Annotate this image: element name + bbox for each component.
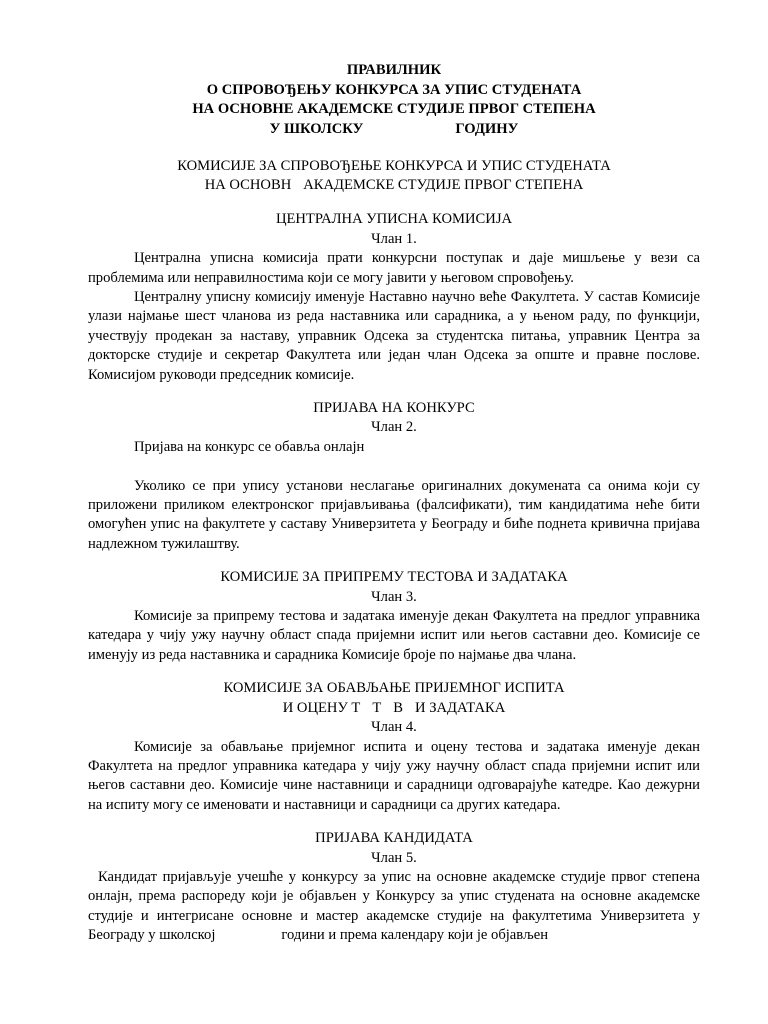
subtitle-line-2-b: АКАДЕМСКЕ СТУДИЈЕ ПРВОГ СТЕПЕНА [303, 177, 584, 194]
article-number: Члан 4. [371, 719, 417, 736]
paragraph: Кандидат пријављује учешће у конкурсу за упис на основне академске студије првог степена онлајн, према распореду који је објављен у Конкурсу за упис студената на основне академске студије и интегрисане основне и мастер академске студије на факултетима Универзитета у Београду у школској години и према календару који је објављен [88, 868, 700, 944]
paragraph: Уколико се при упису установи неслагање оригиналних докумената са онима који су приложени приликом електронског пријављивања (фалсификати), тим кандидатима неће бити омогућен упис на факултете у саставу Универзитета у Београду и биће поднета кривична пријава надлежном тужилаштву. [88, 477, 700, 552]
paragraph: Централну уписну комисију именује Наставно научно веће Факултета. У састав Комисије улази најмање шест чланова из реда наставника или сарадника, а у њеном раду, по функцији, учествују продекан за наставу, управник Одсека за студентска питања, управник Центра за докторске студије и секретар Факултета или један члан Одсека за опште и правне послове. Комисијом руководи председник комисије. [88, 289, 700, 383]
title-line-1: ПРАВИЛНИК [346, 62, 442, 78]
section-title: ЦЕНТРАЛНА УПИСНА КОМИСИЈА [275, 211, 513, 228]
title-line-4-left: У ШКОЛСКУ [269, 120, 364, 137]
paragraph: Централна уписна комисија прати конкурсни поступак и даје мишљење у вези са проблемима или неправилностима који се могу јавити у његовом спровођењу. [88, 250, 700, 286]
subtitle-line-2 [88, 176, 700, 195]
article-number: Члан 1. [371, 230, 417, 247]
article-number: Члан 5. [371, 849, 417, 866]
section-test-commissions [88, 568, 700, 665]
paragraph: Комисије за припрему тестова и задатака именује декан Факултета на предлог управника катедара у чију ужу научну област спада пријемни испит или његов саставни део. Комисије се именују из реда наставника и сарадника Комисије броје по најмање два члана. [88, 608, 700, 663]
section-exam-commissions [88, 679, 700, 815]
title-line-2: О СПРОВОЂЕЊУ КОНКУРСА ЗА УПИС СТУДЕНАТА [206, 81, 582, 98]
section-application [88, 399, 700, 554]
section-title: ПРИЈАВА КАНДИДАТА [315, 830, 473, 847]
article-number: Члан 3. [371, 588, 417, 605]
subtitle-line-2-a: НА ОСНОВН [204, 177, 292, 194]
section-central-commission [88, 210, 700, 385]
paragraph: Комисије за обављање пријемног испита и оцену тестова и задатака именује декан Факултета на предлог управника катедара у чију ужу научну област спада пријемни испит или његов саставни део. Комисије чине наставници и сарадници одговарајуће катедре. Као дежурни на испиту могу се именовати и наставници и сарадници са других катедара. [88, 738, 700, 813]
document-title [88, 61, 700, 139]
section-title-line-2: И ОЦЕНУ Т Т В И ЗАДАТАКА [282, 699, 506, 716]
paragraph: Пријава на конкурс се обавља онлајн [134, 438, 365, 455]
title-line-4 [88, 120, 700, 140]
section-title: ПРИЈАВА НА КОНКУРС [313, 400, 475, 417]
section-candidate-application [88, 829, 700, 945]
document-subtitle [88, 157, 700, 195]
subtitle-line-1: КОМИСИЈЕ ЗА СПРОВОЂЕЊЕ КОНКУРСА И УПИС СТУДЕНАТА [177, 158, 611, 175]
document-body [88, 61, 700, 946]
article-number: Члан 2. [371, 419, 417, 436]
title-line-4-right: ГОДИНУ [455, 120, 519, 137]
title-line-3: НА ОСНОВНЕ АКАДЕМСКЕ СТУДИЈЕ ПРВОГ СТЕПЕНА [192, 101, 596, 118]
section-title-line-1: КОМИСИЈЕ ЗА ОБАВЉАЊЕ ПРИЈЕМНОГ ИСПИТА [223, 680, 565, 697]
section-title: КОМИСИЈЕ ЗА ПРИПРЕМУ ТЕСТОВА И ЗАДАТАКА [220, 569, 568, 586]
